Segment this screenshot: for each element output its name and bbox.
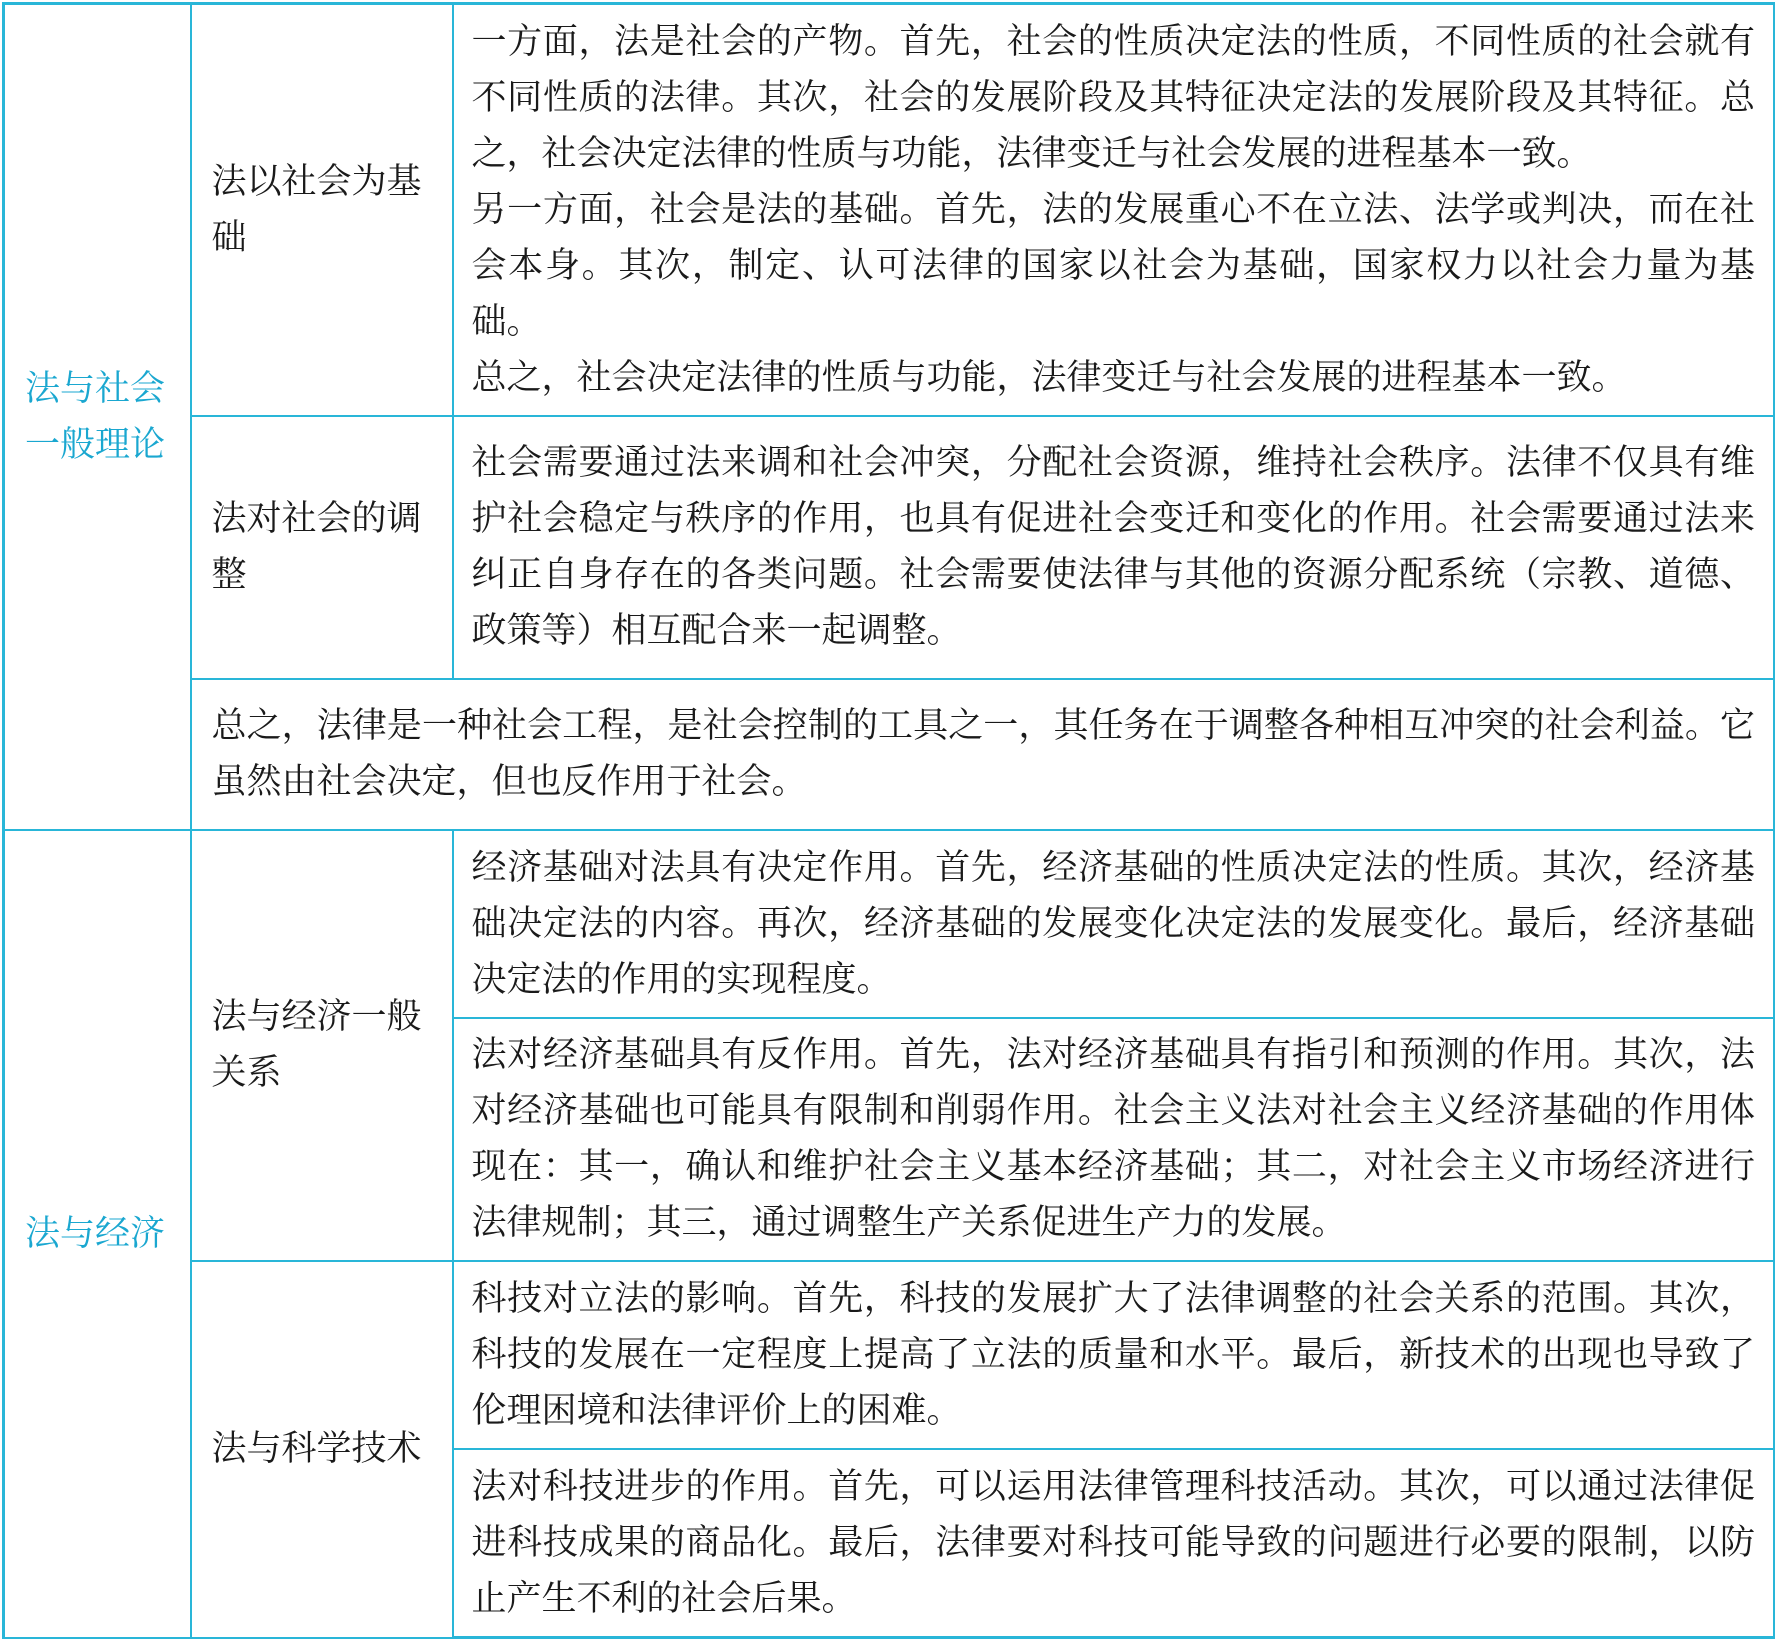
topic-label: 法以社会为基础 [211,161,422,258]
summary-cell [191,679,1775,830]
description-paragraph: 另一方面，社会是法的基础。首先，法的发展重心不在立法、法学或判决，而在社会本身。其次，制定、认可法律的国家以社会为基础，国家权力以社会力量为基础。 [471,189,1755,342]
topic-cell [191,416,453,679]
description-cell [453,830,1775,1018]
description-cell [453,416,1775,679]
topic-cell [191,4,453,416]
table-row [4,679,1775,830]
description-cell [453,4,1775,416]
description-cell [453,1018,1775,1261]
description-text: 经济基础对法具有决定作用。首先，经济基础的性质决定法的性质。其次，经济基础决定法的内容。再次，经济基础的发展变化决定法的发展变化。最后，经济基础决定法的作用的实现程度。 [471,847,1755,1000]
description-cell [453,1261,1775,1449]
topic-label: 法与经济一般关系 [211,997,422,1093]
table-row [4,1261,1775,1449]
topic-label: 法与科学技术 [211,1429,422,1469]
topic-cell [191,830,453,1261]
description-paragraph: 一方面，法是社会的产物。首先，社会的性质决定法的性质，不同性质的社会就有不同性质的法律。其次，社会的发展阶段及其特征决定法的发展阶段及其特征。总之，社会决定法律的性质与功能，法律变迁与社会发展的进程基本一致。 [471,21,1755,174]
law-society-table [2,2,1775,1639]
table-row [4,830,1775,1018]
description-paragraph: 总之，社会决定法律的性质与功能，法律变迁与社会发展的进程基本一致。 [471,357,1627,398]
category-cell [4,830,191,1638]
table-row [4,4,1775,416]
topic-label: 法对社会的调整 [211,499,422,595]
topic-cell [191,1261,453,1638]
description-cell [453,1449,1775,1638]
category-label: 法与社会一般理论 [25,368,166,465]
summary-text: 总之，法律是一种社会工程，是社会控制的工具之一，其任务在于调整各种相互冲突的社会利益。它虽然由社会决定，但也反作用于社会。 [211,706,1755,802]
category-cell [4,4,191,830]
description-text: 法对经济基础具有反作用。首先，法对经济基础具有指引和预测的作用。其次，法对经济基础也可能具有限制和削弱作用。社会主义法对社会主义经济基础的作用体现在：其一，确认和维护社会主义基本经济基础；其二，对社会主义市场经济进行法律规制；其三，通过调整生产关系促进生产力的发展。 [471,1035,1755,1243]
table-row [4,416,1775,679]
category-label: 法与经济 [25,1213,166,1254]
description-text: 科技对立法的影响。首先，科技的发展扩大了法律调整的社会关系的范围。其次，科技的发展在一定程度上提高了立法的质量和水平。最后，新技术的出现也导致了伦理困境和法律评价上的困难。 [471,1278,1755,1431]
description-paragraph: 社会需要通过法来调和社会冲突，分配社会资源，维持社会秩序。法律不仅具有维护社会稳定与秩序的作用，也具有促进社会变迁和变化的作用。社会需要通过法来纠正自身存在的各类问题。社会需要使法律与其他的资源分配系统（宗教、道德、政策等）相互配合来一起调整。 [471,443,1755,651]
description-text: 法对科技进步的作用。首先，可以运用法律管理科技活动。其次，可以通过法律促进科技成果的商品化。最后，法律要对科技可能导致的问题进行必要的限制，以防止产生不利的社会后果。 [471,1466,1755,1619]
